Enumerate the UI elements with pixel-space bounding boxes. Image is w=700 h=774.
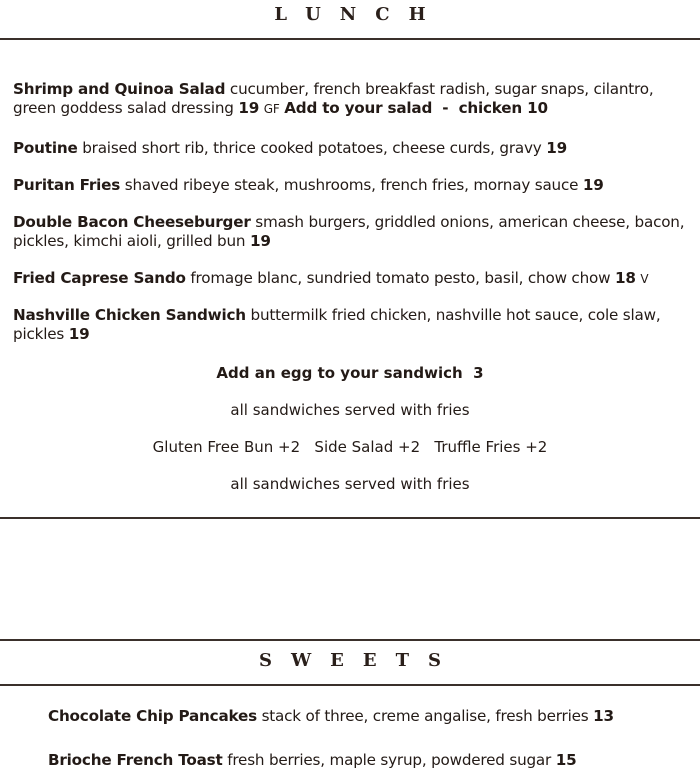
menu-item xyxy=(13,139,697,158)
menu-item xyxy=(48,751,688,770)
sweets-section-title: SWEETS xyxy=(258,650,461,671)
menu-item xyxy=(48,707,688,726)
item-addon: Add to your salad - chicken 10 xyxy=(284,99,548,117)
item-price: 19 xyxy=(582,176,604,194)
item-description: fromage blanc, sundried tomato pesto, basil, chow chow xyxy=(190,269,611,287)
item-name: Fried Caprese Sando xyxy=(13,269,186,287)
item-price: 19 xyxy=(249,232,271,250)
item-description: buttermilk fried chicken, nashville hot sauce, cole slaw, pickles xyxy=(13,306,661,343)
served-with-fries-note: all sandwiches served with fries xyxy=(230,475,470,493)
item-description: shaved ribeye steak, mushrooms, french fries, mornay sauce xyxy=(124,176,579,194)
dietary-tag: V xyxy=(640,272,649,286)
menu-item xyxy=(13,80,697,119)
item-price: 19 xyxy=(68,325,90,343)
item-description: smash burgers, griddled onions, american cheese, bacon, pickles, kimchi aioli, grilled bun xyxy=(13,213,685,250)
item-name: Nashville Chicken Sandwich xyxy=(13,306,246,324)
sweets-header-divider xyxy=(0,684,700,686)
lunch-top-divider xyxy=(0,38,700,40)
menu-item xyxy=(13,269,697,289)
served-with-fries-note: all sandwiches served with fries xyxy=(230,401,470,419)
egg-addon-note: Add an egg to your sandwich 3 xyxy=(216,364,484,382)
item-description: stack of three, creme angalise, fresh berries xyxy=(261,707,589,725)
item-description: fresh berries, maple syrup, powdered sugar xyxy=(227,751,552,769)
item-name: Chocolate Chip Pancakes xyxy=(48,707,257,725)
item-name: Brioche French Toast xyxy=(48,751,223,769)
lunch-section-title: LUNCH xyxy=(274,4,445,25)
menu-item xyxy=(13,213,697,251)
menu-item xyxy=(13,176,697,195)
lunch-bottom-divider xyxy=(0,517,700,519)
item-name: Double Bacon Cheeseburger xyxy=(13,213,251,231)
item-description: braised short rib, thrice cooked potatoes, cheese curds, gravy xyxy=(82,139,542,157)
extras-list: Gluten Free Bun +2 Side Salad +2 Truffle Fries +2 xyxy=(152,438,548,456)
item-price: 18 xyxy=(614,269,636,287)
item-name: Puritan Fries xyxy=(13,176,121,194)
item-price: 19 xyxy=(546,139,567,157)
item-price: 15 xyxy=(555,751,577,769)
item-description: cucumber, french breakfast radish, sugar snaps, cilantro, green goddess salad dressing xyxy=(13,80,654,117)
item-name: Poutine xyxy=(13,139,78,157)
item-price: 19 xyxy=(238,99,260,117)
dietary-tag: GF xyxy=(263,102,280,116)
item-price: 13 xyxy=(593,707,614,725)
sweets-top-divider xyxy=(0,639,700,641)
item-name: Shrimp and Quinoa Salad xyxy=(13,80,226,98)
menu-item xyxy=(13,306,697,344)
